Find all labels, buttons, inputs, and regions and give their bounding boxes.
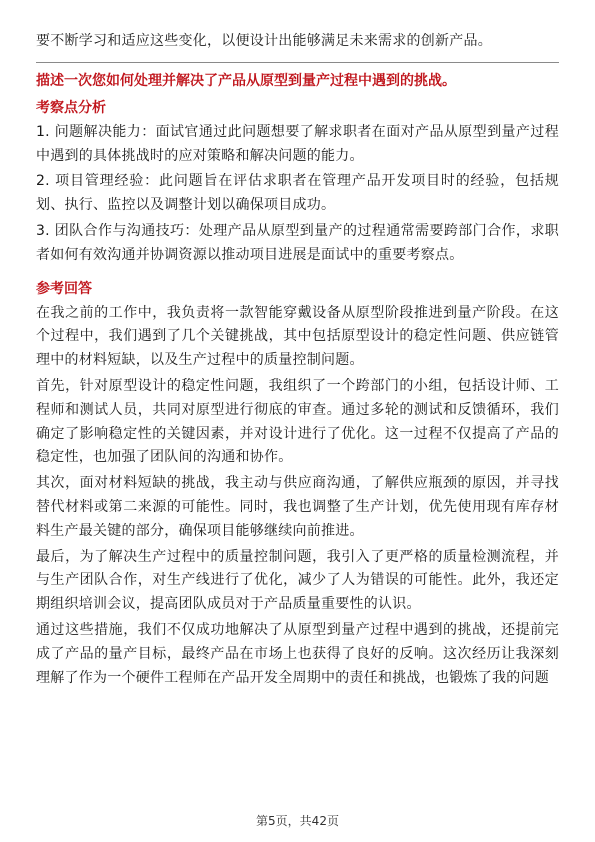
answer-paragraph: 通过这些措施，我们不仅成功地解决了从原型到量产过程中遇到的挑战，还提前完成了产品的量产目标，最终产品在市场上也获得了良好的反响。这次经历让我深刻理解了作为一个硬件工程师在产品开发全周期中的责任和挑战，也锻炼了我的问题	[36, 621, 559, 686]
analysis-item: 3. 团队合作与沟通技巧：处理产品从原型到量产的过程通常需要跨部门合作，求职者如何有效沟通并协调资源以推动项目进展是面试中的重要考察点。	[36, 222, 559, 263]
answer-paragraph: 最后，为了解决生产过程中的质量控制问题，我引入了更严格的质量检测流程，并与生产团队合作，对生产线进行了优化，减少了人为错误的可能性。此外，我还定期组织培训会议，提高团队成员对于产品质量重要性的认识。	[36, 548, 559, 613]
analysis-heading: 考察点分析	[36, 99, 106, 116]
answer-paragraph: 在我之前的工作中，我负责将一款智能穿戴设备从原型阶段推进到量产阶段。在这个过程中，我们遇到了几个关键挑战，其中包括原型设计的稳定性问题、供应链管理中的材料短缺，以及生产过程中的质量控制问题。	[36, 304, 559, 369]
analysis-list	[36, 121, 559, 268]
answer-heading: 参考回答	[36, 280, 92, 297]
document-page	[36, 30, 559, 692]
previous-answer-tail: 要不断学习和适应这些变化，以便设计出能够满足未来需求的创新产品。	[36, 33, 492, 49]
analysis-item: 2. 项目管理经验：此问题旨在评估求职者在管理产品开发项目时的经验，包括规划、执行、监控以及调整计划以确保项目成功。	[36, 173, 559, 214]
analysis-item: 1. 问题解决能力：面试官通过此问题想要了解求职者在面对产品从原型到量产过程中遇到的具体挑战时的应对策略和解决问题的能力。	[36, 123, 559, 164]
answer-body	[36, 302, 559, 691]
answer-paragraph: 首先，针对原型设计的稳定性问题，我组织了一个跨部门的小组，包括设计师、工程师和测试人员，共同对原型进行彻底的审查。通过多轮的测试和反馈循环，我们确定了影响稳定性的关键因素，并对设计进行了优化。这一过程不仅提高了产品的稳定性，也加强了团队间的沟通和协作。	[36, 377, 559, 466]
page-number: 第5页，共42页	[256, 814, 339, 828]
section-divider	[36, 62, 559, 63]
interview-question: 描述一次您如何处理并解决了产品从原型到量产过程中遇到的挑战。	[36, 72, 456, 89]
answer-paragraph: 其次，面对材料短缺的挑战，我主动与供应商沟通，了解供应瓶颈的原因，并寻找替代材料或第二来源的可能性。同时，我也调整了生产计划，优先使用现有库存材料生产最关键的部分，确保项目能够继续向前推进。	[36, 475, 559, 539]
